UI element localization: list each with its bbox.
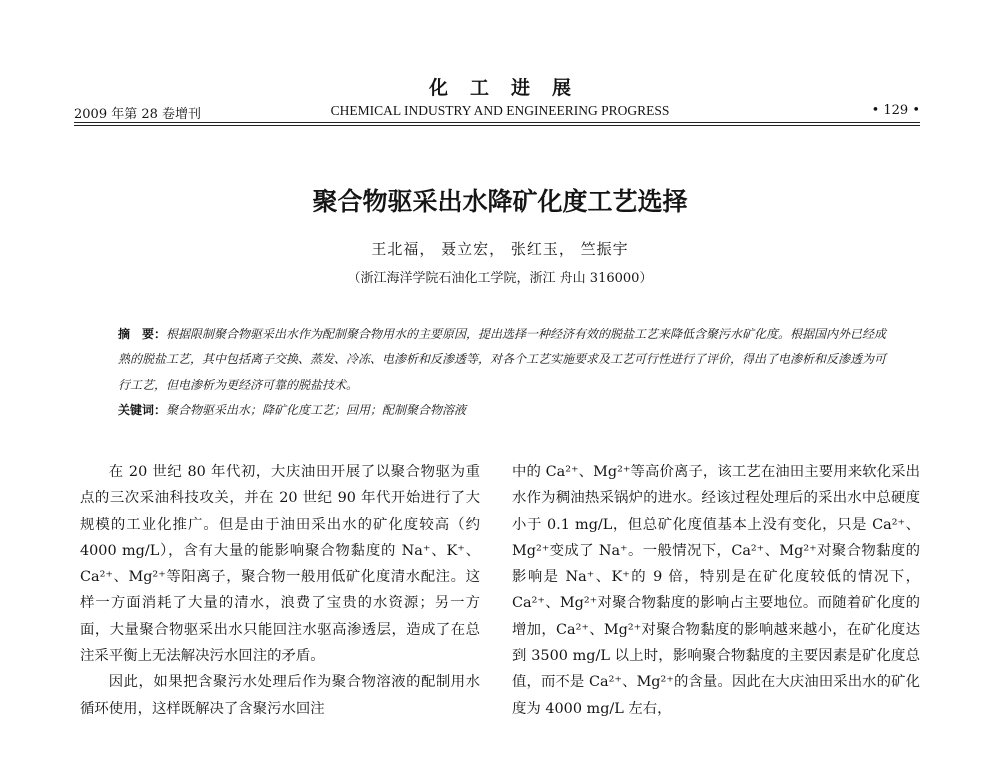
header-rule-thin [74, 125, 920, 126]
abstract-text: 根据限制聚合物驱采出水作为配制聚合物用水的主要原因，提出选择一种经济有效的脱盐工艺来降低含聚污水矿化度。根据国内外已经成熟的脱盐工艺，其中包括离子交换、蒸发、冷冻、电渗析和反渗透等，对各个工艺实施要求及工艺可行性进行了评价，得出了电渗析和反渗透为可行工艺，但电渗析为更经济可靠的脱盐技术。 [118, 327, 887, 392]
keywords-label: 关键词： [118, 402, 167, 417]
abstract-paragraph [118, 322, 893, 398]
paper-authors: 王北福， 聂立宏， 张红玉， 竺振宇 [371, 240, 629, 258]
body-paragraph: 在 20 世纪 80 年代初，大庆油田开展了以聚合物驱为重点的三次采油科技攻关，并在 20 世纪 90 年代开始进行了大规模的工业化推广。但是由于油田采出水的矿化度较高（约 4000 mg/L），含有大量的能影响聚合物黏度的 Na⁺、K⁺、Ca²⁺、Mg²⁺等阳离子，聚合物一般用低矿化度清水配注。这样一方面消耗了大量的清水，浪费了宝贵的水资源；另一方面，大量聚合物驱采出水只能回注水驱高渗透层，造成了在总注采平衡上无法解决污水回注的矛盾。 [80, 464, 480, 665]
body-column-left [80, 459, 480, 722]
journal-title-en: CHEMICAL INDUSTRY AND ENGINEERING PROGRESS [330, 103, 670, 118]
abstract-label: 摘 要： [118, 327, 167, 341]
paper-title: 聚合物驱采出水降矿化度工艺选择 [312, 187, 688, 216]
header-rule [74, 122, 920, 123]
keywords-paragraph [118, 398, 893, 423]
body-paragraph: 中的 Ca²⁺、Mg²⁺等高价离子，该工艺在油田主要用来软化采出水作为稠油热采锅炉的进水。经该过程处理后的采出水中总硬度小于 0.1 mg/L，但总矿化度值基本上没有变化，只是 Ca²⁺、Mg²⁺变成了 Na⁺。一般情况下，Ca²⁺、Mg²⁺对聚合物黏度的影响是 Na⁺、K⁺的 9 倍，特别是在矿化度较低的情况下，Ca²⁺、Mg²⁺对聚合物黏度的影响占主要地位。而随着矿化度的增加，Ca²⁺、Mg²⁺对聚合物黏度的影响越来越小，在矿化度达到 3500 mg/L 以上时，影响聚合物黏度的主要因素是矿化度总值，而不是 Ca²⁺、Mg²⁺的含量。因此在大庆油田采出水的矿化度为 4000 mg/L 左右， [512, 464, 920, 717]
body-column-right [512, 459, 920, 722]
journal-title-cn: 化工进展 [428, 77, 593, 99]
page-number: • 129 • [871, 103, 920, 118]
paper-affiliation: （浙江海洋学院石油化工学院，浙江 舟山 316000） [347, 271, 653, 286]
body-paragraph: 因此，如果把含聚污水处理后作为聚合物溶液的配制用水循环使用，这样既解决了含聚污水回注 [80, 674, 480, 717]
keywords-text: 聚合物驱采出水；降矿化度工艺；回用；配制聚合物溶液 [166, 402, 467, 417]
abstract-block [118, 322, 893, 423]
issue-label: 2009 年第 28 卷增刊 [74, 107, 202, 122]
